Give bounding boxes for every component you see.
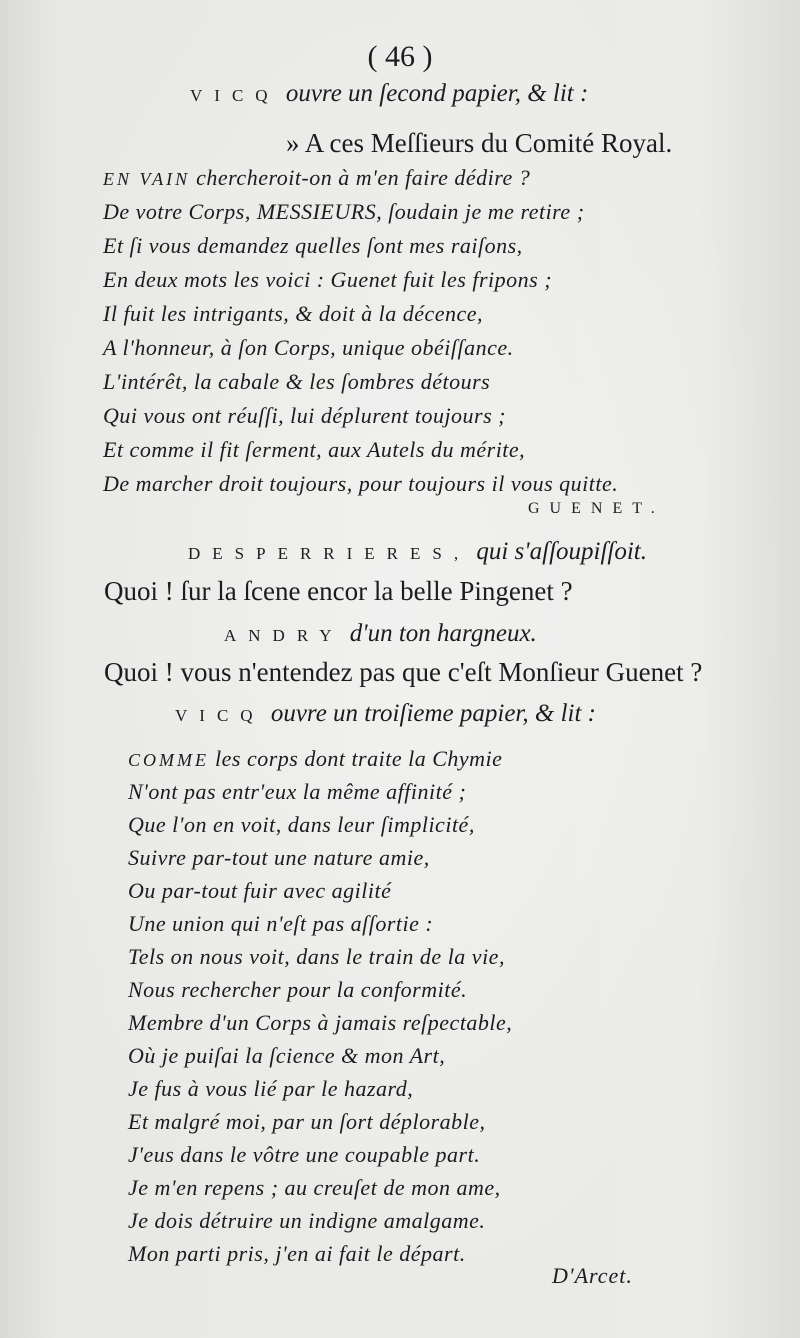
verse-line: Où je puiſai la ſcience & mon Art, bbox=[128, 1043, 446, 1068]
verse-line: Suivre par-tout une nature amie, bbox=[128, 845, 430, 870]
verse-line: Une union qui n'eſt pas aſſortie : bbox=[128, 911, 434, 936]
verse-line: Tels on nous voit, dans le train de la vie, bbox=[128, 944, 505, 969]
verse-line: Que l'on en voit, dans leur ſimplicité, bbox=[128, 812, 475, 837]
speaker-name: VICQ bbox=[175, 706, 265, 725]
verse-line: Qui vous ont réuſſi, lui déplurent toujours ; bbox=[103, 403, 506, 428]
dialog-line-2: Quoi ! vous n'entendez pas que c'eſt Monſieur Guenet ? bbox=[104, 657, 703, 687]
direction-text: qui s'aſſoupiſſoit. bbox=[476, 538, 648, 565]
speaker-name: ANDRY bbox=[224, 626, 344, 645]
stage-direction-3 bbox=[224, 620, 537, 648]
verse-line: Il fuit les intrigants, & doit à la décence, bbox=[103, 301, 484, 326]
verse-line: EN VAIN chercheroit-on à m'en faire dédire ? bbox=[103, 165, 531, 190]
verse-line: En deux mots les voici : Guenet fuit les fripons ; bbox=[103, 267, 553, 292]
verse-line: Je fus à vous lié par le hazard, bbox=[128, 1076, 414, 1101]
verse-line: Nous rechercher pour la conformité. bbox=[128, 977, 468, 1002]
direction-text: d'un ton hargneux. bbox=[349, 620, 537, 647]
verse-line: Mon parti pris, j'en ai fait le départ. bbox=[128, 1241, 466, 1266]
verse-line: N'ont pas entr'eux la même affinité ; bbox=[128, 779, 467, 804]
verse-line: Membre d'un Corps à jamais reſpectable, bbox=[128, 1010, 513, 1035]
stage-direction-4 bbox=[175, 700, 596, 728]
first-word: COMME bbox=[128, 750, 209, 770]
verse-line: COMME les corps dont traite la Chymie bbox=[128, 746, 503, 771]
verse-line: Et comme il fit ſerment, aux Autels du mérite, bbox=[103, 437, 526, 462]
verse-line: L'intérêt, la cabale & les ſombres détours bbox=[103, 369, 491, 394]
verse-line: A l'honneur, à ſon Corps, unique obéiſſance. bbox=[103, 335, 514, 360]
direction-text: ouvre un ſecond papier, & lit : bbox=[285, 80, 589, 107]
stage-direction-2 bbox=[188, 538, 647, 566]
verse-line: Et malgré moi, par un ſort déplorable, bbox=[128, 1109, 486, 1134]
signature-darcet: D'Arcet. bbox=[552, 1263, 633, 1288]
verse-line: Je m'en repens ; au creuſet de mon ame, bbox=[128, 1175, 501, 1200]
address-line: » A ces Meſſieurs du Comité Royal. bbox=[286, 128, 673, 158]
dialog-line-1: Quoi ! ſur la ſcene encor la belle Pingenet ? bbox=[104, 576, 573, 606]
stage-direction-1 bbox=[190, 80, 588, 108]
verse-line: Et ſi vous demandez quelles ſont mes raiſons, bbox=[103, 233, 523, 258]
page-number: ( 46 ) bbox=[367, 40, 433, 73]
speaker-name: DESPERRIERES, bbox=[188, 544, 471, 563]
verse-line: De marcher droit toujours, pour toujours il vous quitte. bbox=[103, 471, 619, 496]
signature-guenet: GUENET. bbox=[528, 500, 665, 517]
verse-line: Je dois détruire un indigne amalgame. bbox=[128, 1208, 486, 1233]
speaker-name: VICQ bbox=[190, 86, 280, 105]
direction-text: ouvre un troiſieme papier, & lit : bbox=[270, 700, 596, 727]
verse-line: J'eus dans le vôtre une coupable part. bbox=[128, 1142, 481, 1167]
first-word: EN VAIN bbox=[103, 169, 191, 189]
verse-line: Ou par-tout fuir avec agilité bbox=[128, 878, 392, 903]
verse-line: De votre Corps, MESSIEURS, ſoudain je me retire ; bbox=[103, 199, 585, 224]
